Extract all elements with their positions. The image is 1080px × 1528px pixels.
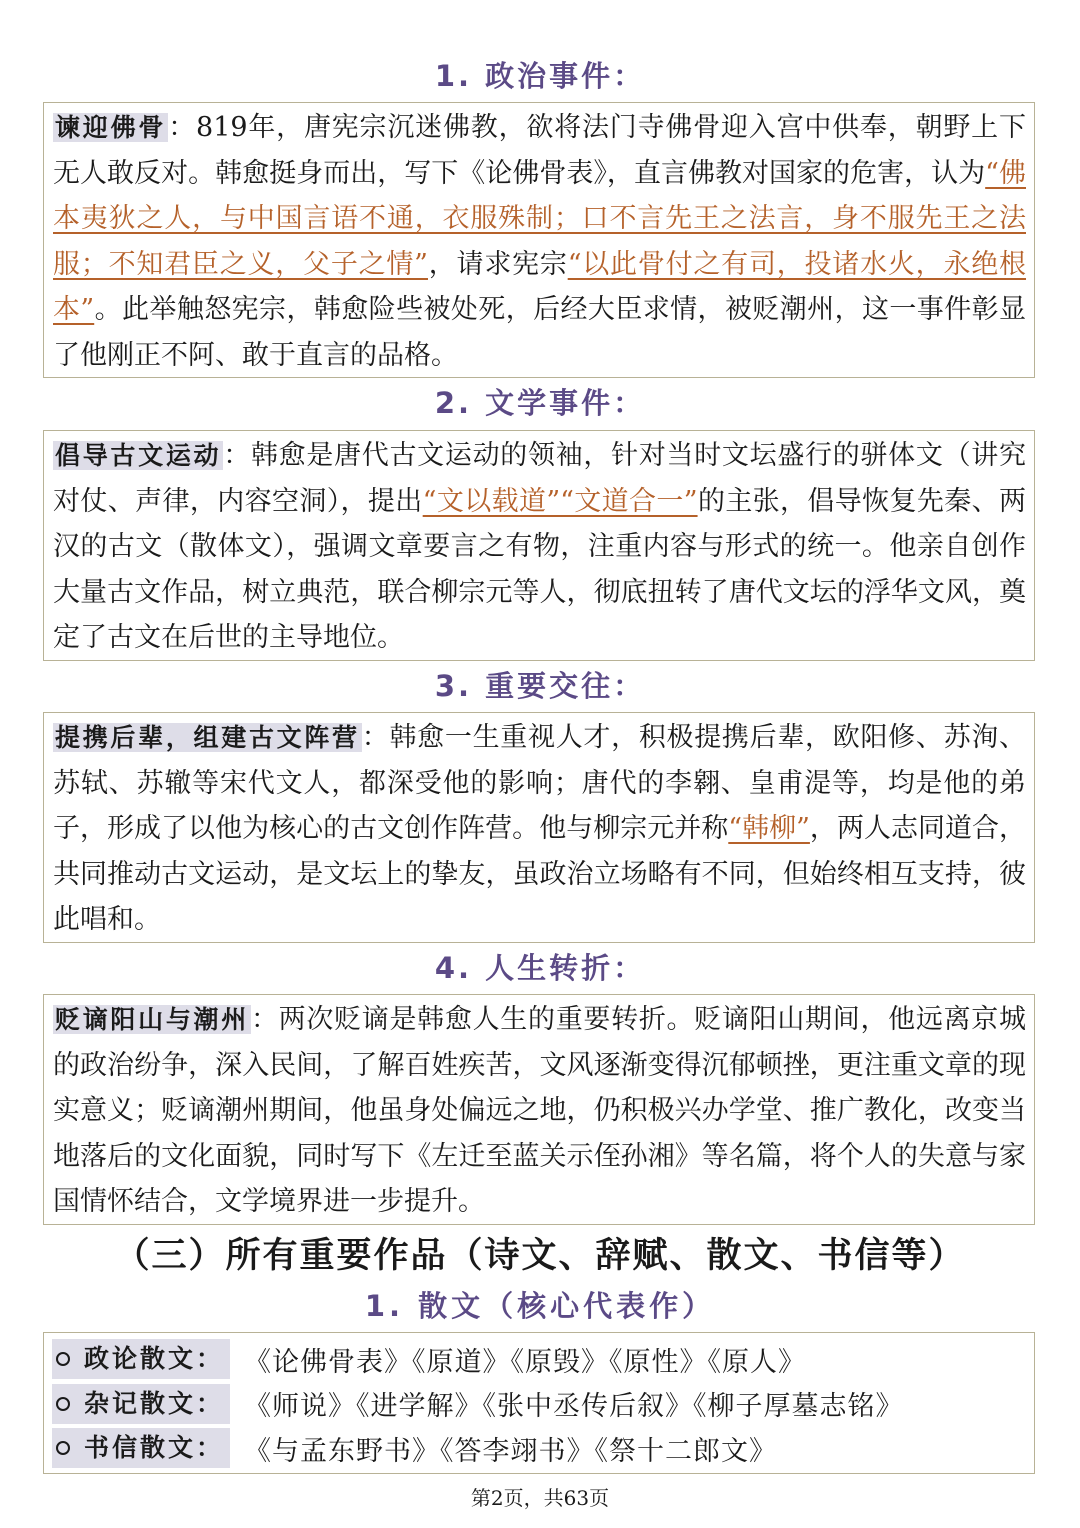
relations-box	[43, 712, 1035, 943]
key-term: 倡导古文运动	[55, 441, 222, 470]
body-text: ：韩愈是唐代古文运动的领袖，针对当时文坛盛行的骈体文（讲究对仗、声律，内容空洞），提出	[53, 440, 1026, 517]
works-list-box	[43, 1332, 1035, 1474]
circle-bullet-icon	[56, 1352, 70, 1366]
work-row	[52, 1426, 1026, 1471]
work-category-label: 杂记散文：	[52, 1384, 230, 1424]
quote-text: “以此骨付之有司，投诸水火，永绝根本”	[53, 248, 1027, 325]
work-titles: 《论佛骨表》《原道》《原毁》《原性》《原人》	[244, 1346, 807, 1378]
section-heading-political: 1. 政治事件：	[434, 59, 646, 93]
body-text: 的主张，倡导恢复先秦、两汉的古文（散体文），强调文章要言之有物，注重内容与形式的统一。他亲自创作大量古文作品，树立典范，联合柳宗元等人，彻底扭转了唐代文坛的浮华文风，奠定了古文在后世的主导地位。	[53, 485, 1027, 653]
work-titles: 《师说》《进学解》《张中丞传后叙》《柳子厚墓志铭》	[244, 1391, 904, 1423]
work-category-label: 书信散文：	[52, 1428, 230, 1468]
section-heading-literary: 2. 文学事件：	[434, 386, 646, 420]
work-category-label: 政论散文：	[52, 1339, 230, 1379]
page-number: 第2页，共63页	[470, 1486, 610, 1510]
quote-text: “文以载道”“文道合一”	[422, 485, 698, 517]
section-title-works: （三）所有重要作品（诗文、辞赋、散文、书信等）	[114, 1236, 966, 1276]
body-text: ，请求宪宗	[427, 248, 568, 280]
body-text: ：两次贬谪是韩愈人生的重要转折。贬谪阳山期间，他远离京城的政治纷争，深入民间，了解百姓疾苦，文风逐渐变得沉郁顿挫，更注重文章的现实意义；贬谪潮州期间，他虽身处偏远之地，仍积极兴办学堂、推广教化，改变当地落后的文化面貌，同时写下《左迁至蓝关示侄孙湘》等名篇，将个人的失意与家国情怀结合，文学境界进一步提升。	[53, 1004, 1026, 1217]
political-event-box	[43, 102, 1035, 378]
section-heading-turning-point: 4. 人生转折：	[434, 951, 646, 985]
body-text: 。此举触怒宪宗，韩愈险些被处死，后经大臣求情，被贬潮州，这一事件彰显了他刚正不阿、敢于直言的品格。	[53, 294, 1026, 371]
section-heading-relations: 3. 重要交往：	[434, 669, 646, 703]
key-term: 谏迎佛骨	[55, 113, 167, 142]
quote-text: “韩柳”	[728, 813, 810, 844]
circle-bullet-icon	[56, 1397, 70, 1411]
work-titles: 《与孟东野书》《答李翊书》《祭十二郎文》	[244, 1435, 778, 1467]
quote-text: “佛本夷狄之人，与中国言语不通，衣服殊制；口不言先王之法言，身不服先王之法服；不知君臣之义，父子之情”	[53, 157, 1026, 280]
key-term: 贬谪阳山与潮州	[55, 1005, 249, 1034]
sub-title-prose: 1. 散文（核心代表作）	[364, 1289, 716, 1323]
body-text: ：819年，唐宪宗沉迷佛教，欲将法门寺佛骨迎入宫中供奉，朝野上下无人敢反对。韩愈挺身而出，写下《论佛骨表》，直言佛教对国家的危害，认为	[53, 112, 1026, 189]
turning-point-box	[43, 994, 1035, 1225]
key-term: 提携后辈，组建古文阵营	[55, 723, 360, 752]
literary-event-box	[43, 430, 1035, 661]
circle-bullet-icon	[56, 1441, 70, 1455]
work-row	[52, 1337, 1026, 1382]
body-text: ：韩愈一生重视人才，积极提携后辈，欧阳修、苏洵、苏轼、苏辙等宋代文人，都深受他的影响；唐代的李翱、皇甫湜等，均是他的弟子，形成了以他为核心的古文创作阵营。他与柳宗元并称	[53, 722, 1026, 844]
body-text: ，两人志同道合，共同推动古文运动，是文坛上的挚友，虽政治立场略有不同，但始终相互支持，彼此唱和。	[53, 813, 1027, 935]
work-row	[52, 1382, 1026, 1427]
